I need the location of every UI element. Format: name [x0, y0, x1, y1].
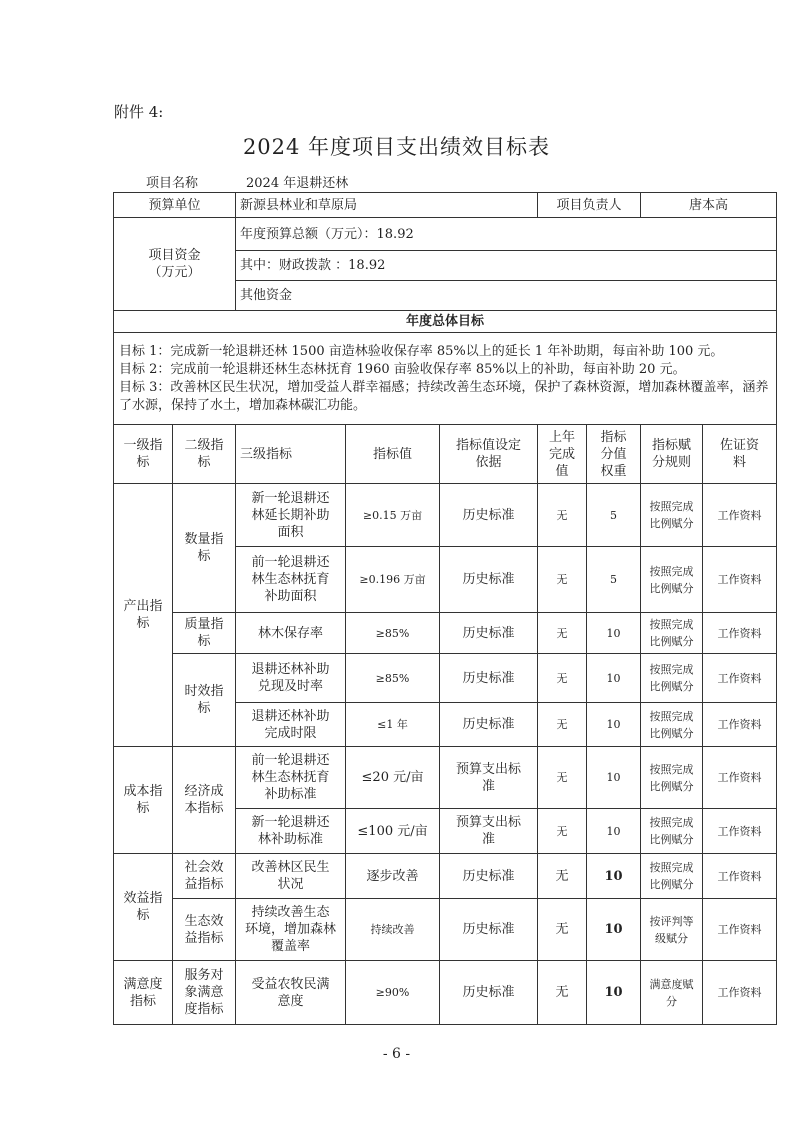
level1-output: 产出指 标	[114, 484, 173, 747]
last-year-cell: 无	[538, 613, 587, 654]
basis-cell: 历史标准	[440, 899, 538, 961]
evidence-cell: 工作资料	[703, 809, 777, 854]
level3-cell: 持续改善生态 环境，增加森林 覆盖率	[236, 899, 346, 961]
weight-cell: 10	[587, 613, 641, 654]
value-cell: 逐步改善	[346, 854, 440, 899]
level1-cost: 成本指 标	[114, 747, 173, 854]
header-weight: 指标 分值 权重	[587, 425, 641, 484]
level2-timeliness: 时效指 标	[173, 654, 236, 747]
evidence-cell: 工作资料	[703, 484, 777, 547]
funds-label: 项目资金 （万元）	[114, 218, 236, 311]
evidence-cell: 工作资料	[703, 899, 777, 961]
level2-quantity: 数量指 标	[173, 484, 236, 613]
basis-cell: 历史标准	[440, 854, 538, 899]
level3-cell: 退耕还林补助 兑现及时率	[236, 654, 346, 703]
value-cell: ≤20 元/亩	[346, 747, 440, 809]
annual-goal-header: 年度总体目标	[114, 311, 777, 333]
document-title: 2024 年度项目支出绩效目标表	[242, 135, 551, 159]
header-value: 指标值	[346, 425, 440, 484]
value-cell: ≥85%	[346, 654, 440, 703]
level2-economic: 经济成 本指标	[173, 747, 236, 854]
last-year-cell: 无	[538, 703, 587, 747]
column-headers	[114, 425, 777, 484]
last-year-cell: 无	[538, 747, 587, 809]
level3-cell: 前一轮退耕还 林生态林抚育 补助标准	[236, 747, 346, 809]
last-year-cell: 无	[538, 654, 587, 703]
level3-cell: 林木保存率	[236, 613, 346, 654]
funds-total: 年度预算总额（万元）：18.92	[236, 218, 777, 251]
last-year-cell: 无	[538, 484, 587, 547]
page-number: - 6 -	[382, 1046, 411, 1062]
evidence-cell: 工作资料	[703, 547, 777, 613]
value-cell: ≥0.15 万亩	[346, 484, 440, 547]
weight-cell: 5	[587, 484, 641, 547]
last-year-cell: 无	[538, 547, 587, 613]
evidence-cell: 工作资料	[703, 854, 777, 899]
rule-cell: 按照完成 比例赋分	[641, 547, 703, 613]
goal-item: 目标 1：完成新一轮退耕还林 1500 亩造林验收保存率 85%以上的延长 1 年补助期，每亩补助 100 元。	[119, 343, 724, 359]
level2-ecological: 生态效 益指标	[173, 899, 236, 961]
weight-cell: 10	[587, 747, 641, 809]
value-cell: ≥0.196 万亩	[346, 547, 440, 613]
rule-cell: 按照完成 比例赋分	[641, 747, 703, 809]
header-last-year: 上年 完成 值	[538, 425, 587, 484]
basis-cell: 历史标准	[440, 961, 538, 1025]
project-name-row	[118, 167, 776, 192]
weight-cell: 10	[587, 899, 641, 961]
last-year-cell: 无	[538, 809, 587, 854]
weight-cell: 10	[587, 854, 641, 899]
level2-social: 社会效 益指标	[173, 854, 236, 899]
level3-cell: 新一轮退耕还 林补助标准	[236, 809, 346, 854]
evidence-cell: 工作资料	[703, 703, 777, 747]
basis-cell: 历史标准	[440, 703, 538, 747]
basis-cell: 预算支出标 准	[440, 747, 538, 809]
rule-cell: 按照完成 比例赋分	[641, 854, 703, 899]
funds-other: 其他资金	[236, 281, 777, 311]
header-level2: 二级指 标	[173, 425, 236, 484]
person-in-charge-label: 项目负责人	[538, 193, 641, 218]
basis-cell: 历史标准	[440, 654, 538, 703]
evidence-cell: 工作资料	[703, 747, 777, 809]
level3-cell: 改善林区民生 状况	[236, 854, 346, 899]
attachment-label: 附件 4:	[114, 103, 164, 121]
level3-cell: 新一轮退耕还 林延长期补助 面积	[236, 484, 346, 547]
header-level3: 三级指标	[236, 425, 346, 484]
rule-cell: 按照完成 比例赋分	[641, 654, 703, 703]
goal-item: 目标 3：改善林区民生状况，增加受益人群幸福感；持续改善生态环境，保护了森林资源，增加森林覆盖率，涵养了水源，保持了水土，增加森林碳汇功能。	[119, 379, 769, 413]
level3-cell: 受益农牧民满 意度	[236, 961, 346, 1025]
evidence-cell: 工作资料	[703, 961, 777, 1025]
basis-cell: 历史标准	[440, 613, 538, 654]
project-name-label: 项目名称	[146, 176, 199, 191]
last-year-cell: 无	[538, 854, 587, 899]
budget-unit-label: 预算单位	[114, 193, 236, 218]
table-row	[114, 961, 777, 1025]
level2-quality: 质量指 标	[173, 613, 236, 654]
value-cell: ≥90%	[346, 961, 440, 1025]
header-basis: 指标值设定 依据	[440, 425, 538, 484]
table-row	[114, 747, 777, 809]
header-evidence: 佐证资 料	[703, 425, 777, 484]
project-name-value: 2024 年退耕还林	[246, 176, 349, 191]
rule-cell: 按照完成 比例赋分	[641, 703, 703, 747]
budget-unit-value: 新源县林业和草原局	[236, 193, 538, 218]
annual-goals	[114, 333, 777, 425]
value-cell: ≤100 元/亩	[346, 809, 440, 854]
performance-table	[113, 192, 777, 1025]
person-in-charge-value: 唐本高	[641, 193, 777, 218]
value-cell: ≤1 年	[346, 703, 440, 747]
rule-cell: 按照完成 比例赋分	[641, 484, 703, 547]
funds-fiscal: 其中：财政拨款 ：18.92	[236, 251, 777, 281]
table-row	[114, 654, 777, 703]
level1-benefit: 效益指 标	[114, 854, 173, 961]
weight-cell: 5	[587, 547, 641, 613]
level3-cell: 前一轮退耕还 林生态林抚育 补助面积	[236, 547, 346, 613]
table-row	[114, 613, 777, 654]
weight-cell: 10	[587, 703, 641, 747]
evidence-cell: 工作资料	[703, 654, 777, 703]
weight-cell: 10	[587, 961, 641, 1025]
table-row	[114, 899, 777, 961]
level3-cell: 退耕还林补助 完成时限	[236, 703, 346, 747]
level2-service: 服务对 象满意 度指标	[173, 961, 236, 1025]
basis-cell: 预算支出标 准	[440, 809, 538, 854]
last-year-cell: 无	[538, 899, 587, 961]
last-year-cell: 无	[538, 961, 587, 1025]
rule-cell: 按评判等 级赋分	[641, 899, 703, 961]
goal-item: 目标 2：完成前一轮退耕还林生态林抚育 1960 亩验收保存率 85%以上的补助，每亩补助 20 元。	[119, 361, 686, 377]
evidence-cell: 工作资料	[703, 613, 777, 654]
rule-cell: 满意度赋 分	[641, 961, 703, 1025]
header-scoring-rule: 指标赋 分规则	[641, 425, 703, 484]
rule-cell: 按照完成 比例赋分	[641, 809, 703, 854]
rule-cell: 按照完成 比例赋分	[641, 613, 703, 654]
header-level1: 一级指 标	[114, 425, 173, 484]
weight-cell: 10	[587, 654, 641, 703]
table-row	[114, 484, 777, 547]
basis-cell: 历史标准	[440, 547, 538, 613]
basis-cell: 历史标准	[440, 484, 538, 547]
level1-satisfaction: 满意度 指标	[114, 961, 173, 1025]
value-cell: 持续改善	[346, 899, 440, 961]
value-cell: ≥85%	[346, 613, 440, 654]
weight-cell: 10	[587, 809, 641, 854]
table-row	[114, 854, 777, 899]
